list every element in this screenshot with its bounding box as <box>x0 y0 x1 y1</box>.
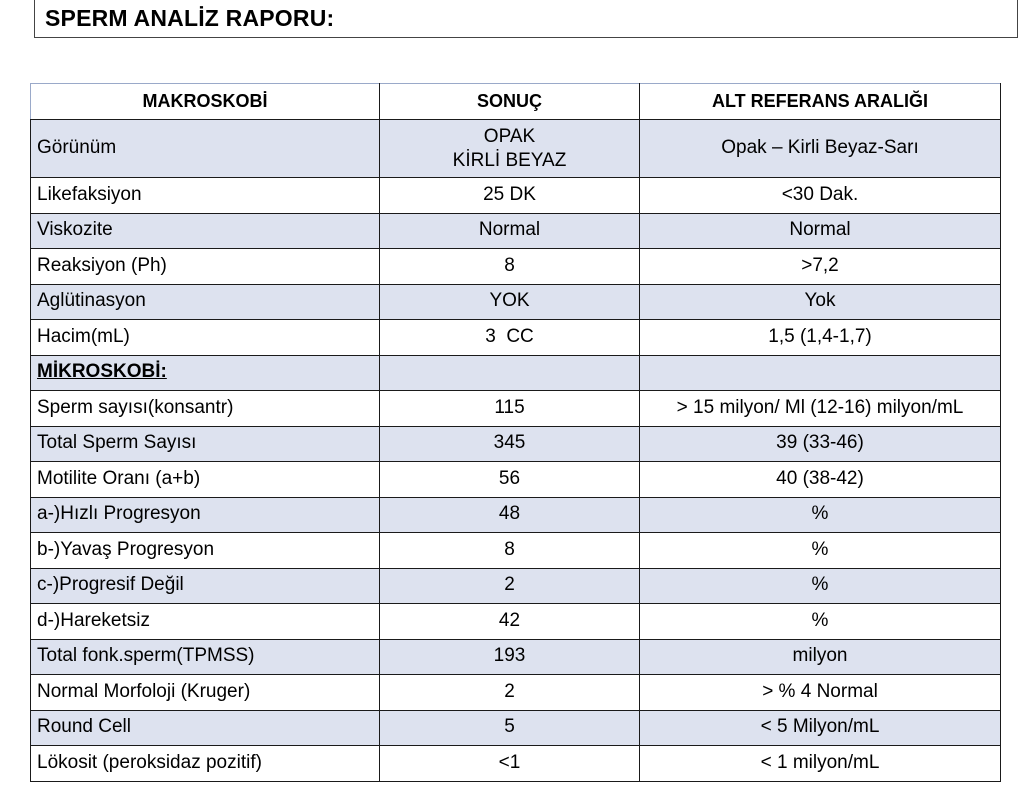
row-value: 25 DK <box>380 178 640 214</box>
row-name: Normal Morfoloji (Kruger) <box>31 675 380 711</box>
row-reference: 40 (38-42) <box>640 462 1001 498</box>
row-value: 193 <box>380 639 640 675</box>
header-referans: ALT REFERANS ARALIĞI <box>640 84 1001 120</box>
row-name: Aglütinasyon <box>31 284 380 320</box>
row-value: Normal <box>380 213 640 249</box>
row-sperm-sayisi <box>31 391 1001 427</box>
row-value: 3 CC <box>380 320 640 356</box>
row-reference: >7,2 <box>640 249 1001 285</box>
row-name: b-)Yavaş Progresyon <box>31 533 380 569</box>
row-reference: % <box>640 568 1001 604</box>
row-reference: % <box>640 533 1001 569</box>
row-total-sperm <box>31 426 1001 462</box>
row-name: Reaksiyon (Ph) <box>31 249 380 285</box>
value-line-2: KİRLİ BEYAZ <box>452 149 567 171</box>
row-reference: < 1 milyon/mL <box>640 746 1001 782</box>
row-round-cell <box>31 710 1001 746</box>
row-name: Viskozite <box>31 213 380 249</box>
row-name: Total fonk.sperm(TPMSS) <box>31 639 380 675</box>
row-hareketsiz <box>31 604 1001 640</box>
row-value: 115 <box>380 391 640 427</box>
row-reference: % <box>640 604 1001 640</box>
table-header-row <box>31 84 1001 120</box>
header-sonuc: SONUÇ <box>380 84 640 120</box>
row-gorunum <box>31 120 1001 178</box>
row-viskozite <box>31 213 1001 249</box>
row-reference: > % 4 Normal <box>640 675 1001 711</box>
row-yavas-progresyon <box>31 533 1001 569</box>
section-label-text: MİKROSKOBİ: <box>37 361 167 383</box>
row-reference: <30 Dak. <box>640 178 1001 214</box>
row-hacim <box>31 320 1001 356</box>
row-value: 2 <box>380 568 640 604</box>
row-name: d-)Hareketsiz <box>31 604 380 640</box>
row-reference: 39 (33-46) <box>640 426 1001 462</box>
row-lokosit <box>31 746 1001 782</box>
row-value: 345 <box>380 426 640 462</box>
row-reaksiyon <box>31 249 1001 285</box>
row-name: Motilite Oranı (a+b) <box>31 462 380 498</box>
row-tpmss <box>31 639 1001 675</box>
value-line-1: OPAK <box>483 125 536 147</box>
row-name: Lökosit (peroksidaz pozitif) <box>31 746 380 782</box>
row-mikroskobi-section <box>31 355 1001 391</box>
row-reference: > 15 milyon/ Ml (12-16) milyon/mL <box>640 391 1001 427</box>
row-name: Total Sperm Sayısı <box>31 426 380 462</box>
row-name: Görünüm <box>31 120 380 178</box>
row-name: Likefaksiyon <box>31 178 380 214</box>
row-reference: Opak – Kirli Beyaz-Sarı <box>640 120 1001 178</box>
empty-cell <box>380 355 640 391</box>
row-value: 5 <box>380 710 640 746</box>
row-kruger <box>31 675 1001 711</box>
row-value: 42 <box>380 604 640 640</box>
row-name: c-)Progresif Değil <box>31 568 380 604</box>
row-reference: < 5 Milyon/mL <box>640 710 1001 746</box>
row-reference: % <box>640 497 1001 533</box>
row-value: 48 <box>380 497 640 533</box>
row-hizli-progresyon <box>31 497 1001 533</box>
row-value: 8 <box>380 249 640 285</box>
row-name: Sperm sayısı(konsantr) <box>31 391 380 427</box>
row-reference: Normal <box>640 213 1001 249</box>
row-aglutinasyon <box>31 284 1001 320</box>
row-value: YOK <box>380 284 640 320</box>
header-makroskobi: MAKROSKOBİ <box>31 84 380 120</box>
row-value: 8 <box>380 533 640 569</box>
row-value: 56 <box>380 462 640 498</box>
row-progresif-degil <box>31 568 1001 604</box>
empty-cell <box>640 355 1001 391</box>
row-value: <1 <box>380 746 640 782</box>
sperm-analysis-table <box>30 83 1001 782</box>
row-name: a-)Hızlı Progresyon <box>31 497 380 533</box>
row-motilite <box>31 462 1001 498</box>
row-reference: milyon <box>640 639 1001 675</box>
row-reference: Yok <box>640 284 1001 320</box>
section-label-mikroskobi <box>31 355 380 391</box>
row-value <box>380 120 640 178</box>
row-name: Round Cell <box>31 710 380 746</box>
report-title: SPERM ANALİZ RAPORU: <box>34 0 1018 38</box>
row-reference: 1,5 (1,4-1,7) <box>640 320 1001 356</box>
row-likefaksiyon <box>31 178 1001 214</box>
row-value: 2 <box>380 675 640 711</box>
row-name: Hacim(mL) <box>31 320 380 356</box>
